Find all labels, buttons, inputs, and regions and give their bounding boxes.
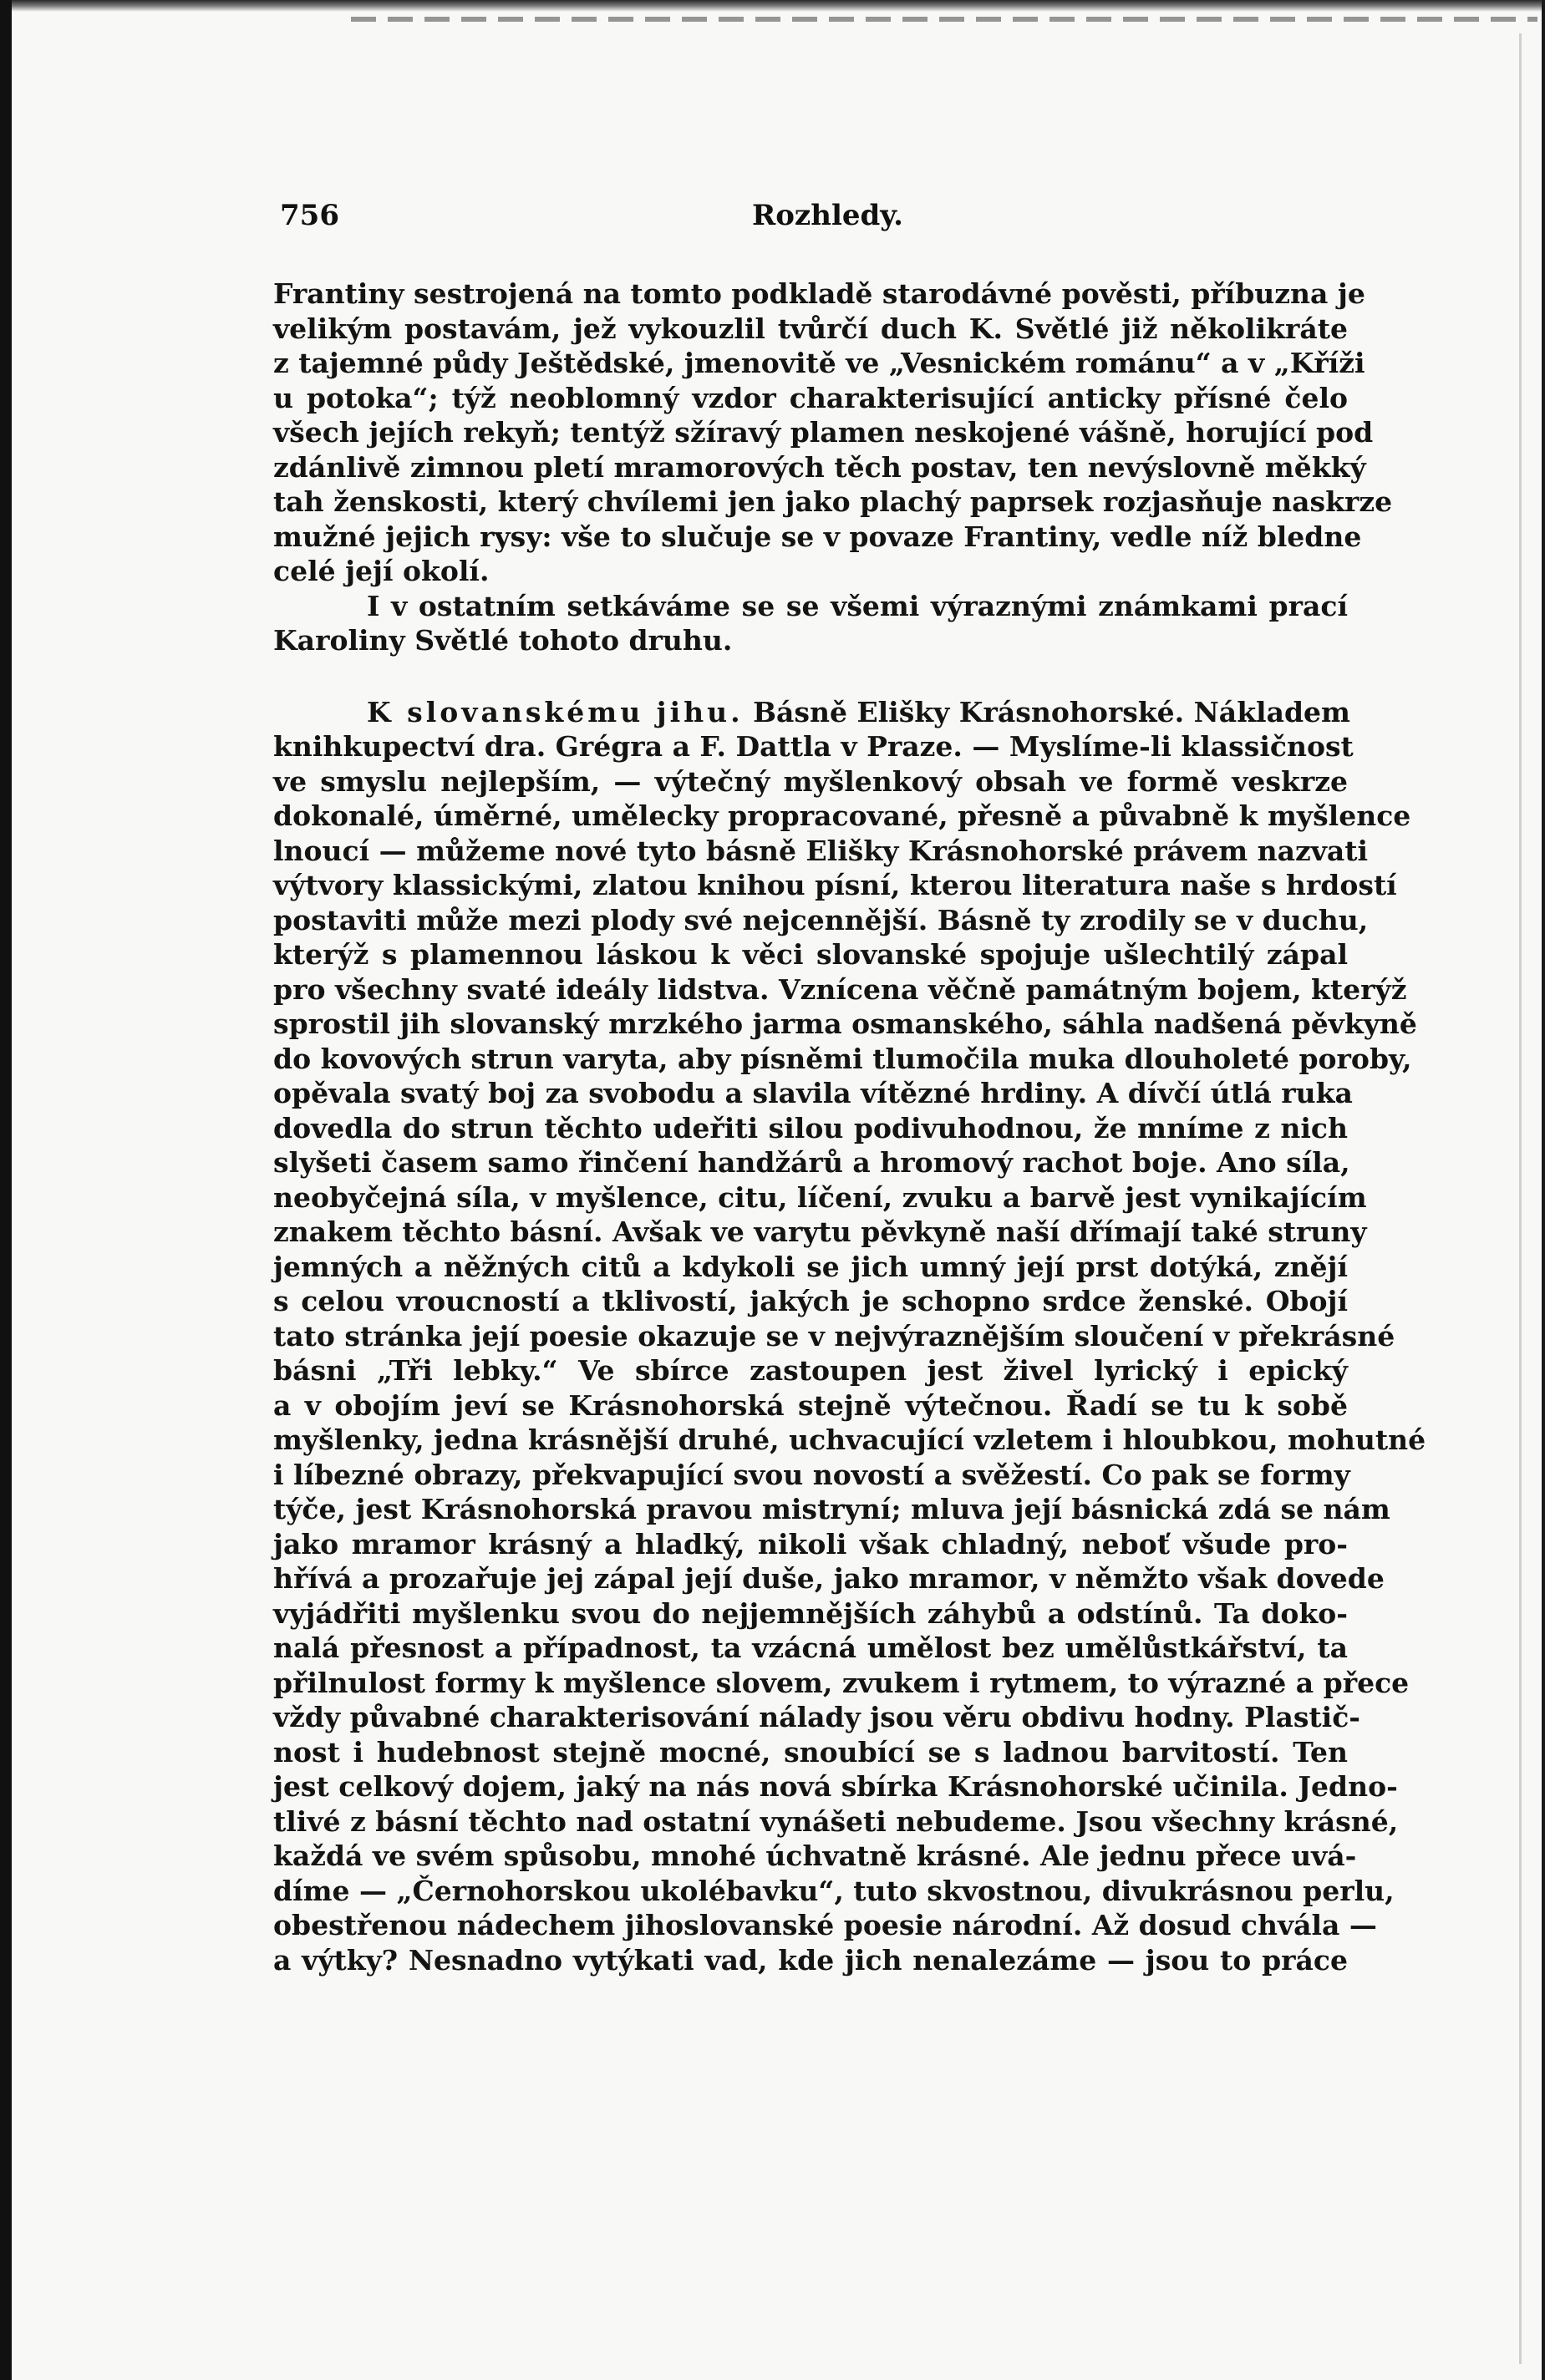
paragraph-frantina (273, 277, 1393, 589)
text-line: tato stránka její poesie okazuje se v nejvýraznějším sloučení v překrásné (273, 1319, 1395, 1352)
page-right-fold-line (1519, 33, 1522, 2364)
text-line: přilnulost formy k myšlence slovem, zvukem i rytmem, to výrazné a přece (273, 1666, 1410, 1699)
text-line: jemných a něžných citů a kdykoli se jich umný její prst dotýká, znějí (273, 1250, 1348, 1283)
text-line: do kovových strun varyta, aby písněmi tlumočila muka dlouholeté poroby, (273, 1042, 1412, 1075)
text-line: postaviti může mezi plody své nejcennější. Básně ty zrodily se v duchu, (273, 903, 1369, 936)
text-line: jest celkový dojem, jaký na nás nová sbírka Krásnohorské učinila. Jedno- (273, 1770, 1398, 1803)
review-heading-line (273, 695, 1348, 730)
text-line: týče, jest Krásnohorská pravou mistryní; mluva její básnická zdá se nám (273, 1493, 1390, 1525)
text-line: Karoliny Světlé tohoto druhu. (273, 624, 733, 657)
review-title: K slovanskému jihu. (367, 695, 744, 728)
text-line: sprostil jih slovanský mrzkého jarma osmanského, sáhla nadšená pěvkyně (273, 1007, 1417, 1040)
section-gap (273, 658, 1348, 695)
text-line: s celou vroucností a tklivostí, jakých je schopno srdce ženské. Obojí (273, 1285, 1348, 1317)
text-line: opěvala svatý boj za svobodu a slavila vítězné hrdiny. A dívčí útlá ruka (273, 1077, 1353, 1109)
text-line: tlivé z básní těchto nad ostatní vynášeti nebudeme. Jsou všechny krásné, (273, 1804, 1399, 1838)
text-line: vyjádřiti myšlenku svou do nejjemnějších záhybů a odstínů. Ta doko- (273, 1596, 1348, 1630)
text-line: ve smyslu nejlepším, — výtečný myšlenkový obsah ve formě veskrze (273, 764, 1348, 798)
text-line: nost i hudebnost stejně mocné, snoubící se s ladnou barvitostí. Ten (273, 1735, 1348, 1769)
text-line: slyšeti časem samo řinčení handžárů a hromový rachot boje. Ano síla, (273, 1146, 1350, 1179)
text-line: výtvory klassickými, zlatou knihou písní, kterou literatura naše s hrdostí (273, 869, 1397, 901)
text-line: Frantiny sestrojená na tomto podkladě starodávné pověsti, příbuzna je (273, 277, 1365, 310)
body-text (273, 277, 1426, 1977)
text-line: tah ženskosti, který chvílemi jen jako plachý paprsek rozjasňuje naskrze (273, 485, 1393, 518)
text-line: nalá přesnost a případnost, ta vzácná umělost bez umělůstkářství, ta (273, 1631, 1348, 1664)
text-line: a v obojím jeví se Krásnohorská stejně výtečnou. Řadí se tu k sobě (273, 1388, 1348, 1422)
text-line: všech jejích rekyň; tentýž sžíravý plamen neskojené vášně, horující pod (273, 416, 1374, 449)
text-line: neobyčejná síla, v myšlence, citu, líčení, zvuku a barvě jest vynikajícím (273, 1180, 1367, 1214)
text-line: z tajemné půdy Ještědské, jmenovitě ve „Vesnickém románu“ a v „Kříži (273, 347, 1365, 379)
text-line: každá ve svém spůsobu, mnohé úchvatně krásné. Ale jednu přece uvá- (273, 1840, 1357, 1872)
text-line: mužné jejich rysy: vše to slučuje se v povaze Frantiny, vedle níž bledne (273, 520, 1362, 553)
running-head: Rozhledy. (752, 199, 903, 232)
paragraph-svetla (273, 589, 1348, 658)
text-line: lnoucí — můžeme nové tyto básně Elišky Krásnohorské právem nazvati (273, 834, 1369, 867)
text-line: básni „Tři lebky.“ Ve sbírce zastoupen jest živel lyrický i epický (273, 1354, 1348, 1387)
page-right-edge (1542, 0, 1545, 2380)
text-line: celé její okolí. (273, 555, 490, 587)
text-line: zdánlivě zimnou pletí mramorových těch postav, ten nevýslovně měkký (273, 450, 1366, 484)
text-line: a výtky? Nesnadno vytýkati vad, kde jich nenalezáme — jsou to práce (273, 1943, 1348, 1977)
review-k-slovanskemu-jihu (273, 695, 1426, 1978)
text-line: kterýž s plamennou láskou k věci slovanské spojuje ušlechtilý zápal (273, 938, 1348, 971)
text-line: dokonalé, úměrné, umělecky propracované, přesně a půvabně k myšlence (273, 799, 1411, 832)
page-left-edge (0, 0, 12, 2380)
text-line: myšlenky, jedna krásnější druhé, uchvacující vzletem i hloubkou, mohutné (273, 1423, 1426, 1456)
text-line: velikým postavám, jež vykouzlil tvůrčí duch K. Světlé již několikráte (273, 312, 1348, 345)
text-line: dovedla do strun těchto udeřiti silou podivuhodnou, že mníme z nich (273, 1111, 1348, 1144)
text-line: pro všechny svaté ideály lidstva. Vznícena věčně památným bojem, kterýž (273, 972, 1407, 1006)
page-top-edge (0, 0, 1545, 12)
text-line: u potoka“; týž neoblomný vzdor charakterisující anticky přísné čelo (273, 381, 1348, 414)
text-line: hřívá a prozařuje jej zápal její duše, jako mramor, v němžto však dovede (273, 1562, 1385, 1595)
text-line: i líbezné obrazy, překvapující svou novostí a svěžestí. Co pak se formy (273, 1458, 1350, 1491)
text-line: obestřenou nádechem jihoslovanské poesie národní. Až dosud chvála — (273, 1909, 1377, 1941)
text-line: jako mramor krásný a hladký, nikoli však chladný, neboť všude pro- (273, 1527, 1348, 1560)
page-number: 756 (280, 199, 339, 232)
text-line: knihkupectví dra. Grégra a F. Dattla v Praze. — Myslíme-li klassičnost (273, 730, 1354, 763)
review-heading-rest: Básně Elišky Krásnohorské. Nákladem (753, 695, 1350, 728)
text-line: vždy půvabné charakterisování nálady jsou věru obdivu hodny. Plastič- (273, 1701, 1361, 1733)
text-line: I v ostatním setkáváme se se všemi výraznými známkami prací (367, 589, 1348, 622)
text-line: díme — „Černohorskou ukolébavku“, tuto skvostnou, divukrásnou perlu, (273, 1874, 1395, 1907)
text-line: znakem těchto básní. Avšak ve varytu pěvkyně naší dřímají také struny (273, 1215, 1367, 1248)
page-top-edge-shadow (351, 17, 1537, 22)
